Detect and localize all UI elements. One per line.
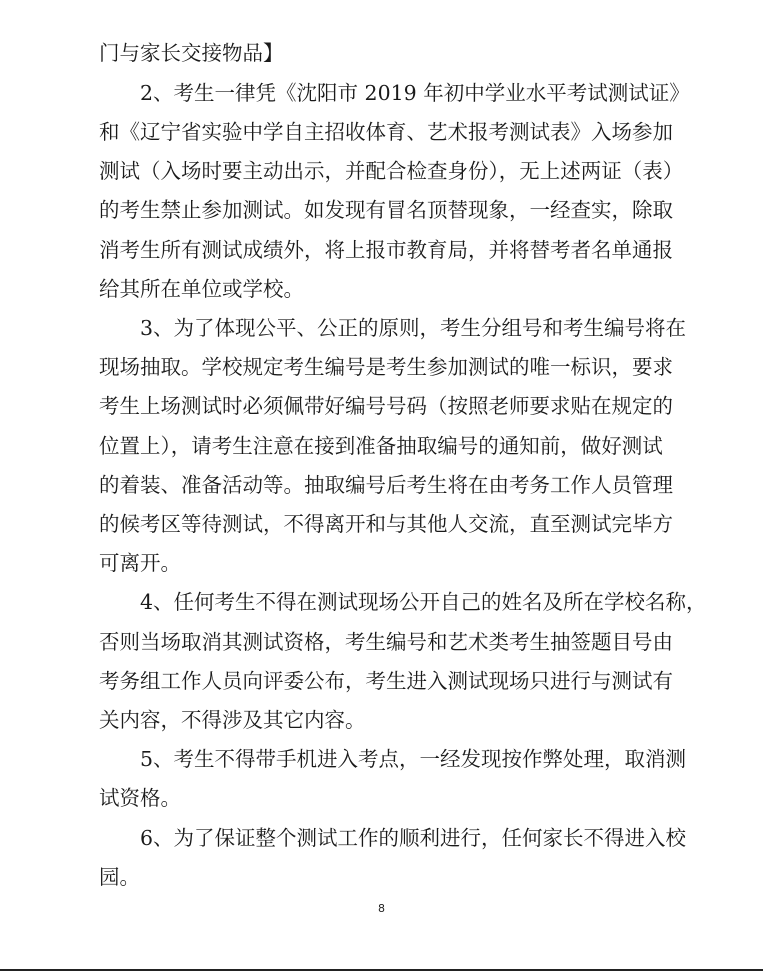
text-line-continuation: 门与家长交接物品】 (99, 41, 284, 65)
rule-2-line-1: 2、考生一律凭《沈阳市 2019 年初中学业水平考试测试证》 (140, 81, 690, 105)
rule-5-line-2: 试资格。 (99, 786, 181, 810)
rule-3-line-6: 的候考区等待测试，不得离开和与其他人交流，直至测试完毕方 (99, 512, 673, 536)
rule-6-line-1: 6、为了保证整个测试工作的顺利进行，任何家长不得进入校 (140, 826, 687, 850)
page-bottom-divider (0, 969, 763, 971)
rule-2-line-4: 的考生禁止参加测试。如发现有冒名顶替现象，一经查实，除取 (99, 198, 673, 222)
rule-3-line-4: 位置上），请考生注意在接到准备抽取编号的通知前，做好测试 (99, 434, 663, 458)
rule-4-line-1: 4、任何考生不得在测试现场公开自己的姓名及所在学校名称， (140, 590, 707, 614)
rule-2-line-2: 和《辽宁省实验中学自主招收体育、艺术报考测试表》入场参加 (99, 120, 673, 144)
rule-4-line-4: 关内容，不得涉及其它内容。 (99, 708, 366, 732)
rule-5-line-1: 5、考生不得带手机进入考点，一经发现按作弊处理，取消测 (140, 747, 687, 771)
rule-3-line-2: 现场抽取。学校规定考生编号是考生参加测试的唯一标识，要求 (99, 355, 673, 379)
rule-4-line-2: 否则当场取消其测试资格，考生编号和艺术类考生抽签题目号由 (99, 630, 673, 654)
rule-3-line-1: 3、为了体现公平、公正的原则，考生分组号和考生编号将在 (140, 316, 687, 340)
rule-3-line-3: 考生上场测试时必须佩带好编号号码（按照老师要求贴在规定的 (99, 394, 673, 418)
rule-3-line-5: 的着装、准备活动等。抽取编号后考生将在由考务工作人员管理 (99, 473, 673, 497)
rule-4-line-3: 考务组工作人员向评委公布，考生进入测试现场只进行与测试有 (99, 669, 673, 693)
rule-6-line-2: 园。 (99, 865, 140, 889)
rule-2-line-5: 消考生所有测试成绩外，将上报市教育局，并将替考者名单通报 (99, 238, 673, 262)
page-number: 8 (378, 902, 385, 915)
rule-2-line-3: 测试（入场时要主动出示，并配合检查身份），无上述两证（表） (99, 159, 684, 183)
rule-2-line-6: 给其所在单位或学校。 (99, 277, 304, 301)
rule-3-line-7: 可离开。 (99, 551, 181, 575)
